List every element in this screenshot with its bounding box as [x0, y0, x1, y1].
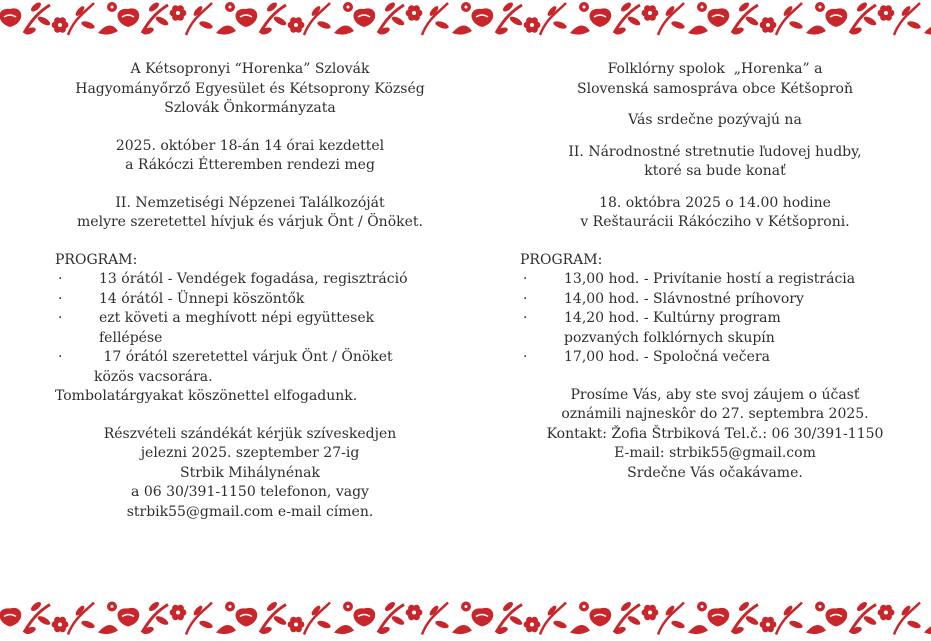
bottom-floral-border	[0, 596, 931, 641]
bullet-icon: ·	[58, 310, 63, 326]
sk-invite: Vás srdečne pozývajú na	[628, 112, 802, 128]
sk-header-line: Slovenská samospráva obce Kétšoproň	[577, 80, 853, 97]
sk-program-item: · 14,00 hod. - Slávnostné príhovory	[505, 290, 925, 310]
sk-date-line: v Reštaurácii Rákócziho v Kétšoproni.	[580, 214, 850, 230]
hu-rsvp-line: Részvételi szándékát kérjük szíveskedjen	[103, 425, 397, 442]
sk-event-line: ktoré sa bude konať	[644, 163, 786, 179]
floral-motif-group	[0, 1, 931, 36]
hu-event	[40, 194, 460, 233]
sk-program-item: · 13,00 hod. - Privítanie hostí a registrácia	[505, 270, 925, 290]
hu-date-line: a Rákóczi Étteremben rendezi meg	[125, 157, 375, 173]
bullet-icon: ·	[58, 271, 63, 287]
bullet-icon: ·	[523, 310, 528, 326]
sk-program-title: PROGRAM:	[520, 251, 603, 268]
hu-rsvp-line: a 06 30/391-1150 telefonon, vagy	[131, 484, 369, 500]
bullet-icon: ·	[58, 290, 63, 307]
floral-motif-group	[0, 600, 931, 635]
hu-header-line: Hagyományőrző Egyesület és Kétsoprony Község	[75, 80, 425, 97]
sk-rsvp-line: Prosíme Vás, aby ste svoj záujem o účasť	[570, 386, 860, 403]
hu-program-item: · 14 órától - Ünnepi köszöntők	[40, 290, 460, 310]
hu-date-line: 2025. október 18-án 14 órai kezdettel	[115, 137, 385, 154]
hu-date	[40, 137, 460, 176]
hu-tombola-note: Tombolatárgyakat köszönettel elfogadunk.	[55, 388, 358, 404]
bullet-icon: ·	[523, 271, 528, 287]
hu-rsvp-email-line: strbik55@gmail.com e-mail címen.	[126, 503, 374, 520]
hu-program-item: · 17 órától szeretettel várjuk Önt / Önöket	[40, 348, 460, 368]
sk-program-item: · 17,00 hod. - Spoločná večera	[505, 348, 925, 368]
hu-header-line: Szlovák Önkormányzata	[164, 100, 336, 116]
hu-header-line: A Kétsopronyi “Horenka” Szlovák	[130, 61, 370, 77]
sk-event-line: II. Národnostné stretnutie ľudovej hudby,	[568, 143, 862, 160]
sk-event	[505, 143, 925, 182]
sk-header	[505, 60, 925, 99]
sk-program-item: · 14,20 hod. - Kultúrny program	[505, 309, 925, 329]
sk-date	[505, 194, 925, 233]
hu-rsvp-line: Strbik Mihálynénak	[180, 464, 320, 481]
hungarian-invitation	[40, 60, 460, 522]
hu-program-item-continued: fellépése	[99, 329, 163, 346]
hu-program-item: · ezt követi a meghívott népi együttesek	[40, 309, 460, 329]
sk-email-line: E-mail: strbik55@gmail.com	[614, 445, 816, 461]
top-floral-border	[0, 0, 931, 38]
hu-program-title: PROGRAM:	[55, 251, 138, 268]
hu-event-line: II. Nemzetiségi Népzenei Találkozóját	[115, 194, 385, 211]
floral-ornament-icon	[0, 0, 931, 38]
sk-header-line: Folklórny spolok „Horenka” a	[607, 61, 823, 77]
sk-rsvp	[505, 386, 925, 484]
sk-date-line: 18. októbra 2025 o 14.00 hodine	[599, 194, 831, 211]
sk-closing-line: Srdečne Vás očakávame.	[627, 464, 803, 481]
floral-ornament-icon	[0, 596, 931, 641]
slovak-invitation	[505, 60, 925, 483]
bullet-icon: ·	[523, 290, 528, 307]
hu-program-list	[40, 270, 460, 387]
bullet-icon: ·	[523, 349, 528, 365]
hu-rsvp-line: jelezni 2025. szeptember 27-ig	[140, 445, 360, 461]
hu-header	[40, 60, 460, 119]
sk-rsvp-line: oznámili najneskôr do 27. septembra 2025.	[561, 406, 869, 422]
bullet-icon: ·	[58, 349, 63, 365]
hu-program-item: · 13 órától - Vendégek fogadása, regisztráció	[40, 270, 460, 290]
hu-event-line: melyre szeretettel hívjuk és várjuk Önt / Önöket.	[77, 214, 423, 230]
sk-program-item-continued: pozvaných folklórnych skupín	[564, 329, 775, 346]
hu-program-item-continued: közös vacsorára.	[94, 368, 213, 385]
sk-program-list	[505, 270, 925, 368]
hu-rsvp	[40, 425, 460, 523]
sk-contact-line: Kontakt: Žofia Štrbiková Tel.č.: 06 30/391-1150	[546, 425, 884, 442]
